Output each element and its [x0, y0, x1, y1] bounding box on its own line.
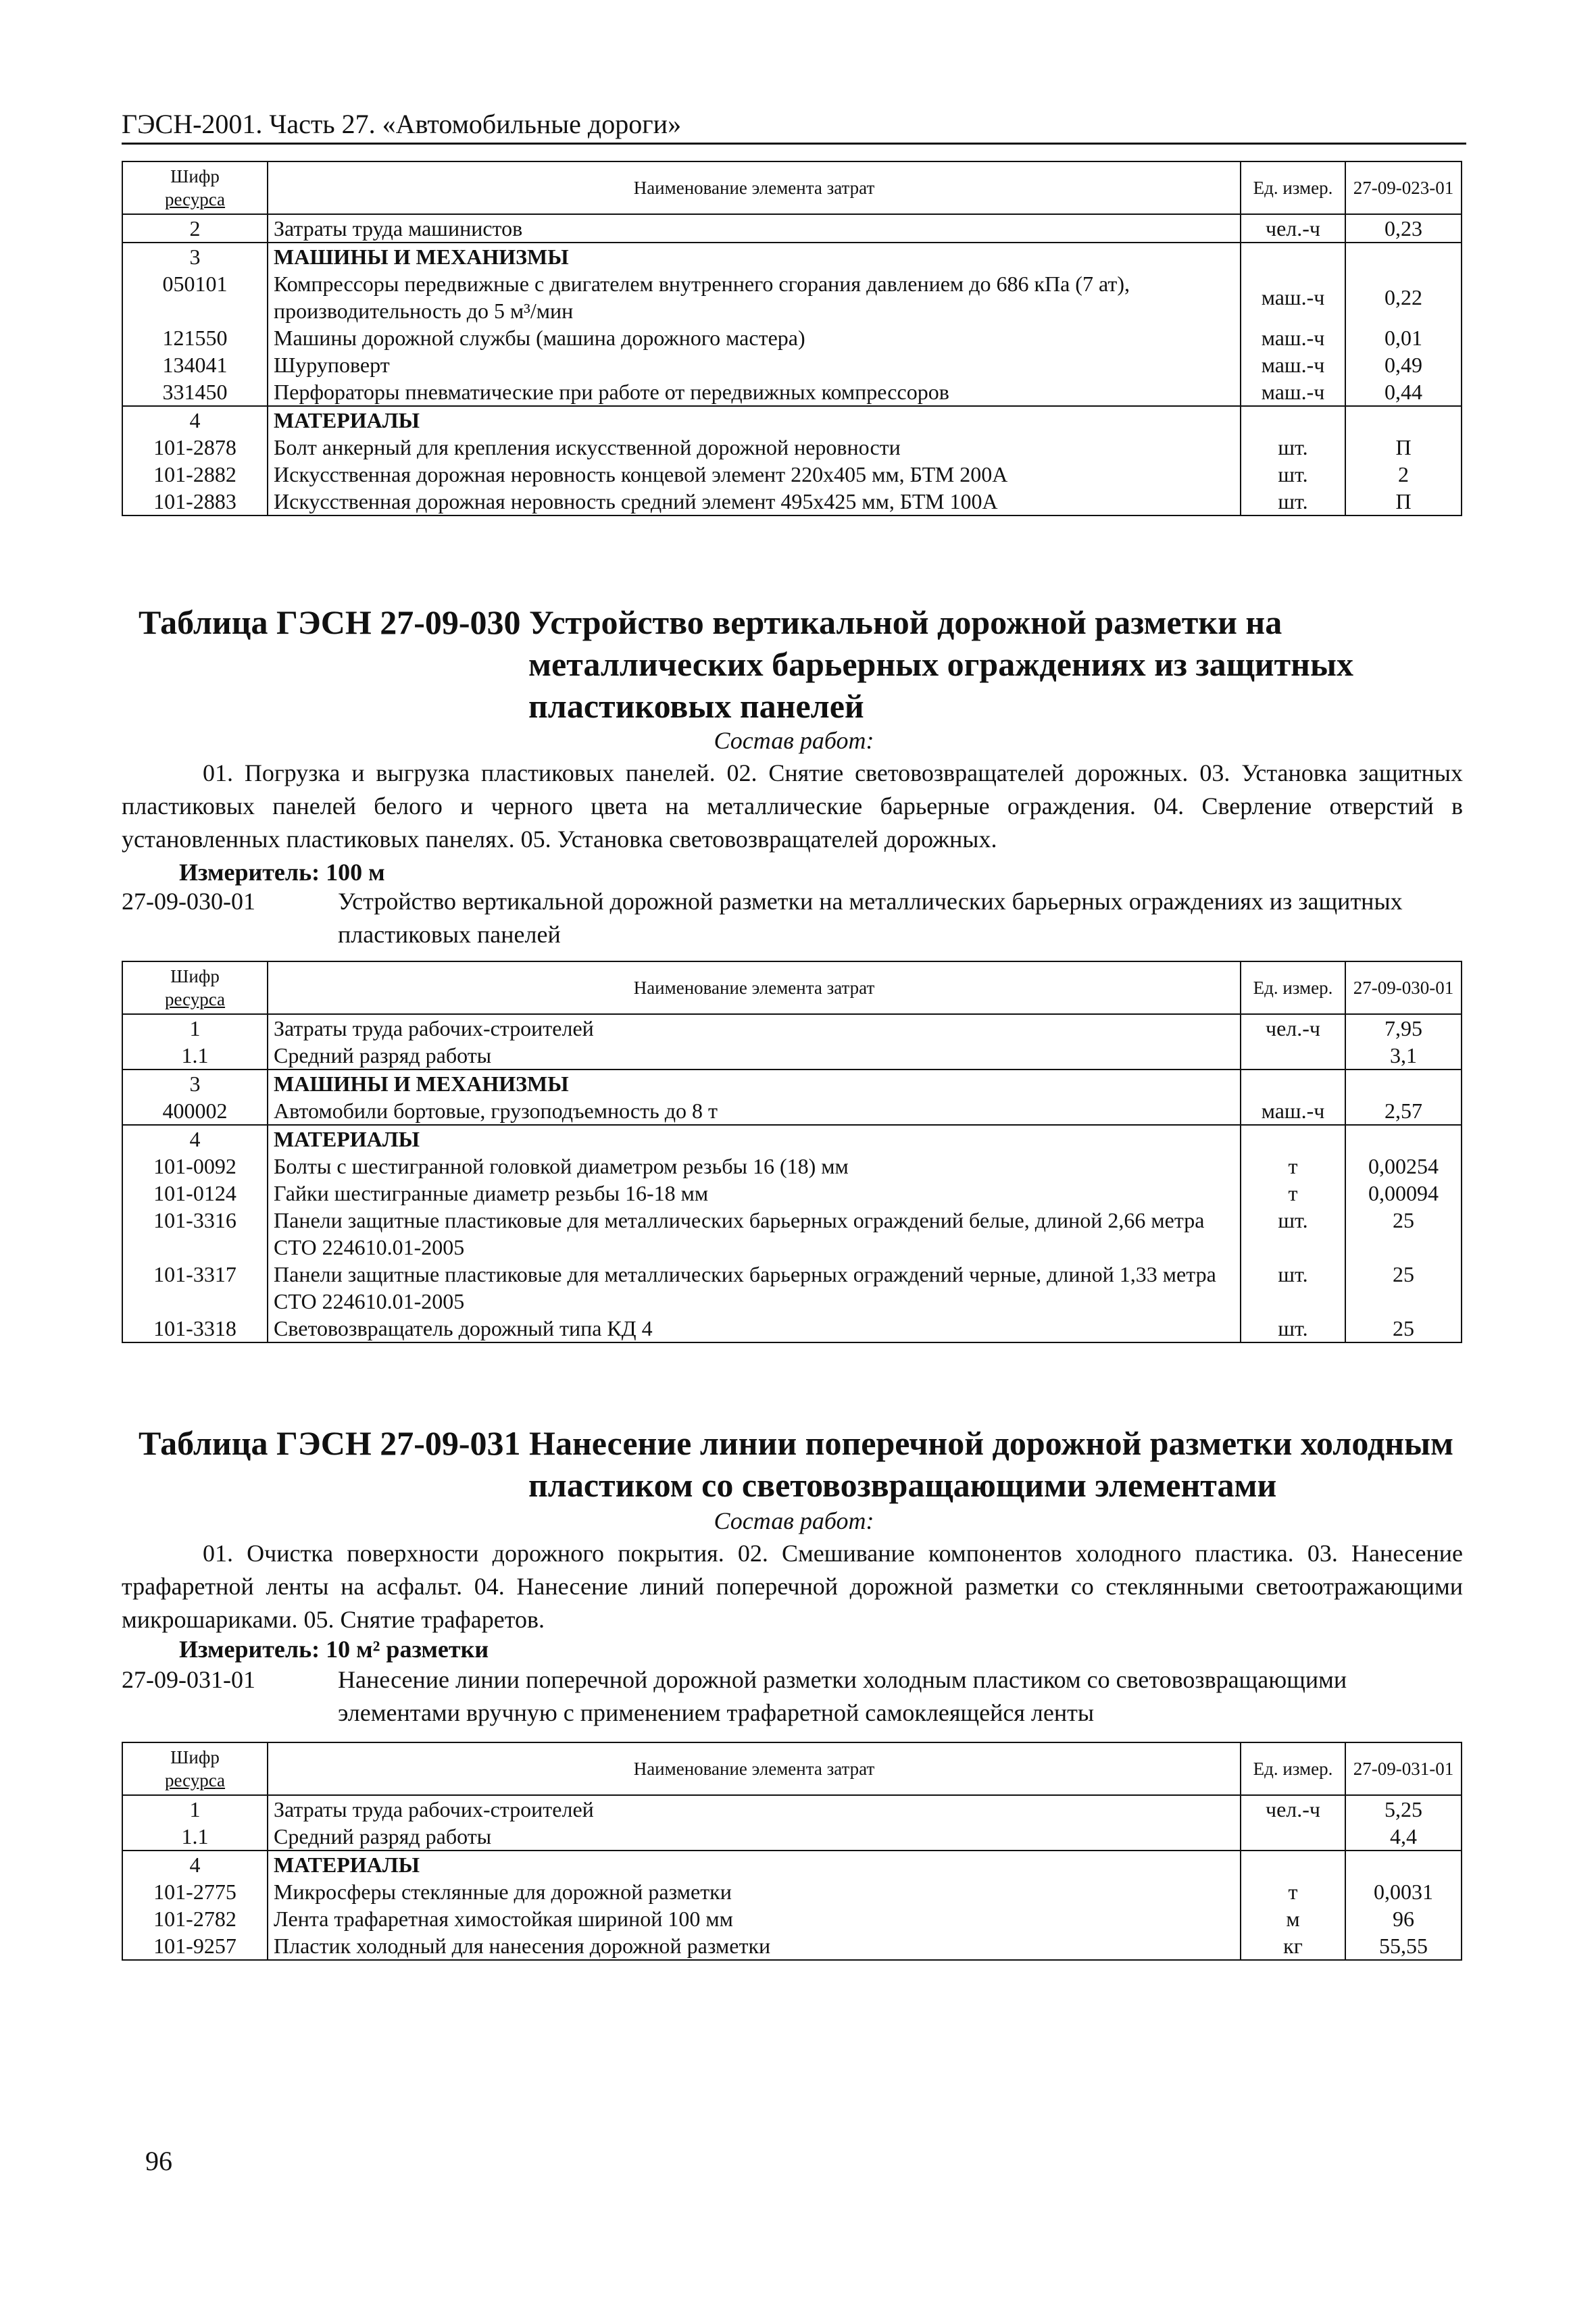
table-row: [122, 1153, 1462, 1180]
table-header-row: [122, 161, 1462, 214]
table-row: [122, 488, 1462, 515]
row-unit: шт.: [1241, 1207, 1345, 1261]
table-row: [122, 1905, 1462, 1932]
title-line-1: Таблица ГЭСН 27-09-031 Нанесение линии поперечной дорожной разметки холодным: [139, 1424, 1454, 1462]
header-norm-code: 27-09-023-01: [1345, 161, 1462, 214]
row-code: 101-0092: [122, 1153, 268, 1180]
row-value: 96: [1345, 1905, 1462, 1932]
row-name: Пластик холодный для нанесения дорожной разметки: [268, 1932, 1241, 1960]
table-row: [122, 1878, 1462, 1905]
row-value: [1345, 1070, 1462, 1097]
row-name: Световозвращатель дорожный типа КД 4: [268, 1315, 1241, 1342]
row-name: Искусственная дорожная неровность концевой элемент 220х405 мм, БТМ 200А: [268, 461, 1241, 488]
row-unit: т: [1241, 1878, 1345, 1905]
row-name: Перфораторы пневматические при работе от передвижных компрессоров: [268, 378, 1241, 406]
row-value: 0,00094: [1345, 1180, 1462, 1207]
row-name: Затраты труда рабочих-строителей: [268, 1014, 1241, 1042]
row-unit: [1241, 1042, 1345, 1070]
row-value: 4,4: [1345, 1823, 1462, 1851]
row-unit: т: [1241, 1153, 1345, 1180]
row-unit: чел.-ч: [1241, 214, 1345, 243]
row-code: 101-2883: [122, 488, 268, 515]
title-line-1: Таблица ГЭСН 27-09-030 Устройство вертикальной дорожной разметки на: [139, 603, 1282, 641]
row-name: Панели защитные пластиковые для металлических барьерных ограждений черные, длиной 1,33 метра СТО 224610.01-2005: [268, 1261, 1241, 1315]
table-row: [122, 214, 1462, 243]
row-name: Компрессоры передвижные с двигателем внутреннего сгорания давлением до 686 кПа (7 ат), производительность до 5 м³/мин: [268, 270, 1241, 324]
row-name: Машины дорожной службы (машина дорожного мастера): [268, 324, 1241, 351]
row-code: 101-2782: [122, 1905, 268, 1932]
table-header-row: [122, 961, 1462, 1014]
row-code: 101-3317: [122, 1261, 268, 1315]
row-name: Микросферы стеклянные для дорожной разметки: [268, 1878, 1241, 1905]
header-name: Наименование элемента затрат: [268, 161, 1241, 214]
row-name: Гайки шестигранные диаметр резьбы 16-18 мм: [268, 1180, 1241, 1207]
row-code: 1: [122, 1795, 268, 1823]
row-unit: маш.-ч: [1241, 270, 1345, 324]
row-unit: [1241, 1851, 1345, 1878]
page-number: 96: [145, 2146, 172, 2176]
norm-item-code: 27-09-030-01: [122, 888, 255, 915]
row-name: Средний разряд работы: [268, 1042, 1241, 1070]
row-code: 050101: [122, 270, 268, 324]
resource-table-27-09-023: [122, 161, 1462, 516]
row-value: 0,0031: [1345, 1878, 1462, 1905]
table-row: [122, 1042, 1462, 1070]
norm-item-text: Нанесение линии поперечной дорожной разметки холодным пластиком со световозвращающими элементами вручную с применением трафаретной самоклеящейся ленты: [338, 1666, 1347, 1726]
row-unit: [1241, 1125, 1345, 1153]
row-unit: т: [1241, 1180, 1345, 1207]
row-unit: маш.-ч: [1241, 378, 1345, 406]
row-value: 3,1: [1345, 1042, 1462, 1070]
norm-item-text: Устройство вертикальной дорожной разметки на металлических барьерных ограждениях из защитных пластиковых панелей: [338, 888, 1403, 948]
table-section-row: [122, 1070, 1462, 1097]
row-value: [1345, 406, 1462, 434]
row-name: Затраты труда машинистов: [268, 214, 1241, 243]
row-value: 0,01: [1345, 324, 1462, 351]
table-section-row: [122, 1851, 1462, 1878]
row-code: 400002: [122, 1097, 268, 1125]
running-header: ГЭСН-2001. Часть 27. «Автомобильные дороги»: [122, 108, 1466, 145]
row-code: 2: [122, 214, 268, 243]
row-code: 3: [122, 243, 268, 270]
table-row: [122, 461, 1462, 488]
row-value: 25: [1345, 1315, 1462, 1342]
header-name: Наименование элемента затрат: [268, 961, 1241, 1014]
section-heading: МАТЕРИАЛЫ: [268, 1125, 1241, 1153]
table-row: [122, 1932, 1462, 1960]
row-code: 121550: [122, 324, 268, 351]
row-value: [1345, 243, 1462, 270]
row-name: Искусственная дорожная неровность средний элемент 495х425 мм, БТМ 100А: [268, 488, 1241, 515]
work-composition-text: 01. Погрузка и выгрузка пластиковых панелей. 02. Снятие световозвращателей дорожных. 03. Установка защитных пластиковых панелей белого и черного цвета на металлические барьерные ограждения. 04. Сверление отверстий в установленных пластиковых панелях. 05. Установка световозвращателей дорожных.: [122, 759, 1463, 853]
table-row: [122, 270, 1462, 324]
section-heading: МАТЕРИАЛЫ: [268, 406, 1241, 434]
header-unit: Ед. измер.: [1241, 161, 1345, 214]
table-row: [122, 1261, 1462, 1315]
row-value: П: [1345, 434, 1462, 461]
norm-item-code: 27-09-031-01: [122, 1666, 255, 1693]
row-unit: [1241, 1823, 1345, 1851]
header-code: Шифр ресурса: [122, 1742, 268, 1795]
row-unit: шт.: [1241, 434, 1345, 461]
section-title: [139, 1422, 1463, 1506]
row-value: 0,00254: [1345, 1153, 1462, 1180]
header-norm-code: 27-09-031-01: [1345, 1742, 1462, 1795]
table-row: [122, 1207, 1462, 1261]
header-unit: Ед. измер.: [1241, 961, 1345, 1014]
row-value: 0,23: [1345, 214, 1462, 243]
header-norm-code: 27-09-030-01: [1345, 961, 1462, 1014]
row-value: 55,55: [1345, 1932, 1462, 1960]
table-section-row: [122, 243, 1462, 270]
row-value: 0,22: [1345, 270, 1462, 324]
row-value: 25: [1345, 1207, 1462, 1261]
resource-table-27-09-030: [122, 961, 1462, 1343]
header-code: Шифр ресурса: [122, 961, 268, 1014]
row-name: Затраты труда рабочих-строителей: [268, 1795, 1241, 1823]
title-line-2: металлических барьерных ограждениях из защитных: [528, 645, 1354, 683]
row-name: Автомобили бортовые, грузоподъемность до 8 т: [268, 1097, 1241, 1125]
row-name: Лента трафаретная химостойкая шириной 100 мм: [268, 1905, 1241, 1932]
row-code: 1.1: [122, 1042, 268, 1070]
row-unit: [1241, 406, 1345, 434]
row-name: Болт анкерный для крепления искусственной дорожной неровности: [268, 434, 1241, 461]
row-unit: чел.-ч: [1241, 1014, 1345, 1042]
table-row: [122, 351, 1462, 378]
row-code: 3: [122, 1070, 268, 1097]
table-row: [122, 1795, 1462, 1823]
row-unit: шт.: [1241, 488, 1345, 515]
table-row: [122, 378, 1462, 406]
row-name: Шуруповерт: [268, 351, 1241, 378]
row-code: 1: [122, 1014, 268, 1042]
row-code: 331450: [122, 378, 268, 406]
work-composition-heading: Состав работ:: [714, 727, 874, 754]
row-unit: шт.: [1241, 1315, 1345, 1342]
row-unit: шт.: [1241, 1261, 1345, 1315]
row-value: 0,49: [1345, 351, 1462, 378]
table-row: [122, 1097, 1462, 1125]
row-unit: маш.-ч: [1241, 351, 1345, 378]
row-code: 101-2775: [122, 1878, 268, 1905]
row-value: [1345, 1125, 1462, 1153]
row-unit: кг: [1241, 1932, 1345, 1960]
row-unit: [1241, 1070, 1345, 1097]
row-value: [1345, 1851, 1462, 1878]
measure-unit: Измеритель: 10 м² разметки: [179, 1636, 489, 1663]
row-code: 134041: [122, 351, 268, 378]
header-code: Шифр ресурса: [122, 161, 268, 214]
table-row: [122, 434, 1462, 461]
work-composition-text: 01. Очистка поверхности дорожного покрытия. 02. Смешивание компонентов холодного пластика. 03. Нанесение трафаретной ленты на асфальт. 04. Нанесение линий поперечной дорожной разметки со стеклянными светоотражающими микрошариками. 05. Снятие трафаретов.: [122, 1540, 1463, 1633]
header-name: Наименование элемента затрат: [268, 1742, 1241, 1795]
row-unit: маш.-ч: [1241, 324, 1345, 351]
table-row: [122, 1180, 1462, 1207]
row-code: 101-9257: [122, 1932, 268, 1960]
resource-table-27-09-031: [122, 1742, 1462, 1961]
row-unit: [1241, 243, 1345, 270]
row-code: 101-2882: [122, 461, 268, 488]
measure-unit: Измеритель: 100 м: [179, 859, 385, 886]
table-section-row: [122, 1125, 1462, 1153]
section-title: [139, 601, 1463, 727]
row-unit: чел.-ч: [1241, 1795, 1345, 1823]
table-row: [122, 324, 1462, 351]
title-line-2: пластиком со световозвращающими элементами: [528, 1466, 1277, 1504]
row-code: 101-0124: [122, 1180, 268, 1207]
row-value: 2,57: [1345, 1097, 1462, 1125]
table-row: [122, 1823, 1462, 1851]
row-unit: м: [1241, 1905, 1345, 1932]
row-value: 0,44: [1345, 378, 1462, 406]
row-name: Болты с шестигранной головкой диаметром резьбы 16 (18) мм: [268, 1153, 1241, 1180]
row-value: 7,95: [1345, 1014, 1462, 1042]
table-header-row: [122, 1742, 1462, 1795]
work-composition-heading: Состав работ:: [714, 1507, 874, 1534]
row-code: 101-3316: [122, 1207, 268, 1261]
row-unit: маш.-ч: [1241, 1097, 1345, 1125]
row-code: 4: [122, 1851, 268, 1878]
row-unit: шт.: [1241, 461, 1345, 488]
row-name: Панели защитные пластиковые для металлических барьерных ограждений белые, длиной 2,66 метра СТО 224610.01-2005: [268, 1207, 1241, 1261]
row-code: 4: [122, 406, 268, 434]
row-code: 1.1: [122, 1823, 268, 1851]
row-value: П: [1345, 488, 1462, 515]
table-row: [122, 1014, 1462, 1042]
row-code: 101-3318: [122, 1315, 268, 1342]
row-value: 2: [1345, 461, 1462, 488]
table-section-row: [122, 406, 1462, 434]
row-value: 5,25: [1345, 1795, 1462, 1823]
section-heading: МАШИНЫ И МЕХАНИЗМЫ: [268, 1070, 1241, 1097]
title-line-3: пластиковых панелей: [528, 687, 864, 725]
row-code: 101-2878: [122, 434, 268, 461]
table-row: [122, 1315, 1462, 1342]
row-code: 4: [122, 1125, 268, 1153]
header-unit: Ед. измер.: [1241, 1742, 1345, 1795]
row-value: 25: [1345, 1261, 1462, 1315]
section-heading: МАТЕРИАЛЫ: [268, 1851, 1241, 1878]
section-heading: МАШИНЫ И МЕХАНИЗМЫ: [268, 243, 1241, 270]
row-name: Средний разряд работы: [268, 1823, 1241, 1851]
